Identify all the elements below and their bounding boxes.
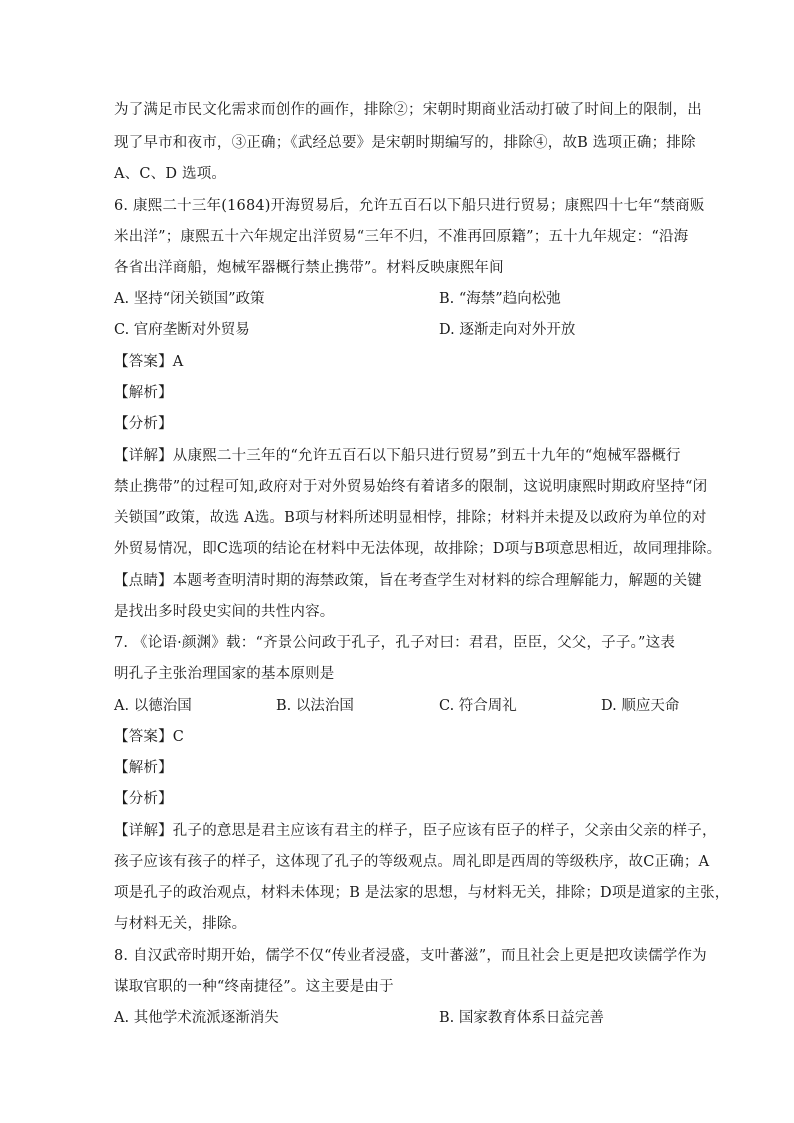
q6-jiexi-label: 【解析】	[114, 385, 173, 401]
q7-stem-line-1: 7. 《论语·颜渊》载：“齐景公问政于孔子，孔子对曰：君君，臣臣，父父，子子。”这表	[114, 635, 676, 651]
q7-detail-line-4: 与材料无关，排除。	[114, 916, 247, 932]
continuation-line-1: 为了满足市民文化需求而创作的画作，排除②；宋朝时期商业活动打破了时间上的限制，出	[114, 102, 702, 118]
q7-detail-line-2: 孩子应该有孩子的样子，这体现了孔子的等级观点。周礼即是西周的等级秩序，故C正确；A	[114, 854, 710, 870]
q8-stem-line-1: 8. 自汉武帝时期开始，儒学不仅“传业者浸盛，支叶蕃滋”，而且社会上更是把攻读儒学作为	[114, 948, 707, 964]
q6-dianjing-line-1: 【点睛】本题考查明清时期的海禁政策，旨在考查学生对材料的综合理解能力，解题的关键	[114, 573, 702, 589]
q6-detail-line-1: 【详解】从康熙二十三年的“允许五百石以下船只进行贸易”到五十九年的“炮械军器概行	[114, 448, 681, 464]
q6-option-d: D. 逐渐走向对外开放	[439, 322, 576, 338]
q6-detail-line-3: 关锁国”政策，故选 A选。B项与材料所述明显相悖，排除；材料并未提及以政府为单位的对	[114, 510, 707, 526]
q6-detail-line-2: 禁止携带”的过程可知,政府对于对外贸易始终有着诸多的限制，这说明康熙时期政府坚持“闭	[114, 479, 708, 495]
q7-detail-line-3: 项是孔子的政治观点，材料未体现；B 是法家的思想，与材料无关，排除；D项是道家的主张，	[114, 885, 730, 901]
q6-detail-line-4: 外贸易情况，即C选项的结论在材料中无法体现，故排除；D项与B项意思相近，故同理排除。	[114, 541, 722, 557]
q6-dianjing-line-2: 是找出多时段史实间的共性内容。	[114, 604, 335, 620]
q7-answer: 【答案】C	[114, 729, 185, 745]
q7-option-b: B. 以法治国	[276, 698, 354, 714]
q6-option-a: A. 坚持“闭关锁国”政策	[114, 291, 265, 307]
q7-stem-line-2: 明孔子主张治理国家的基本原则是	[114, 666, 335, 682]
q7-option-a: A. 以德治国	[114, 698, 192, 714]
q6-answer: 【答案】A	[114, 354, 184, 370]
q6-stem-line-1: 6. 康熙二十三年(1684)开海贸易后，允许五百石以下船只进行贸易；康熙四十七年“禁商贩	[114, 198, 705, 214]
q7-fenxi-label: 【分析】	[114, 791, 173, 807]
q8-option-a: A. 其他学术流派逐渐消失	[114, 1010, 279, 1026]
q7-jiexi-label: 【解析】	[114, 760, 173, 776]
q6-option-b: B. “海禁”趋向松弛	[439, 291, 561, 307]
q7-option-c: C. 符合周礼	[439, 698, 517, 714]
continuation-line-3: A、C、D 选项。	[114, 166, 227, 182]
q8-stem-line-2: 谋取官职的一种“终南捷径”。这主要是由于	[114, 979, 394, 995]
q8-option-b: B. 国家教育体系日益完善	[439, 1010, 604, 1026]
continuation-line-2: 现了早市和夜市，③正确；《武经总要》是宋朝时期编写的，排除④，故B 选项正确；排除	[114, 135, 696, 151]
q6-fenxi-label: 【分析】	[114, 416, 173, 432]
q7-detail-line-1: 【详解】孔子的意思是君主应该有君主的样子，臣子应该有臣子的样子，父亲由父亲的样子，	[114, 823, 717, 839]
q7-option-d: D. 顺应天命	[601, 698, 680, 714]
q6-stem-line-2: 米出洋”；康熙五十六年规定出洋贸易“三年不归，不准再回原籍”；五十九年规定：“沿海	[114, 229, 689, 245]
q6-stem-line-3: 各省出洋商船，炮械军器概行禁止携带”。材料反映康熙年间	[114, 260, 504, 276]
q6-option-c: C. 官府垄断对外贸易	[114, 322, 250, 338]
